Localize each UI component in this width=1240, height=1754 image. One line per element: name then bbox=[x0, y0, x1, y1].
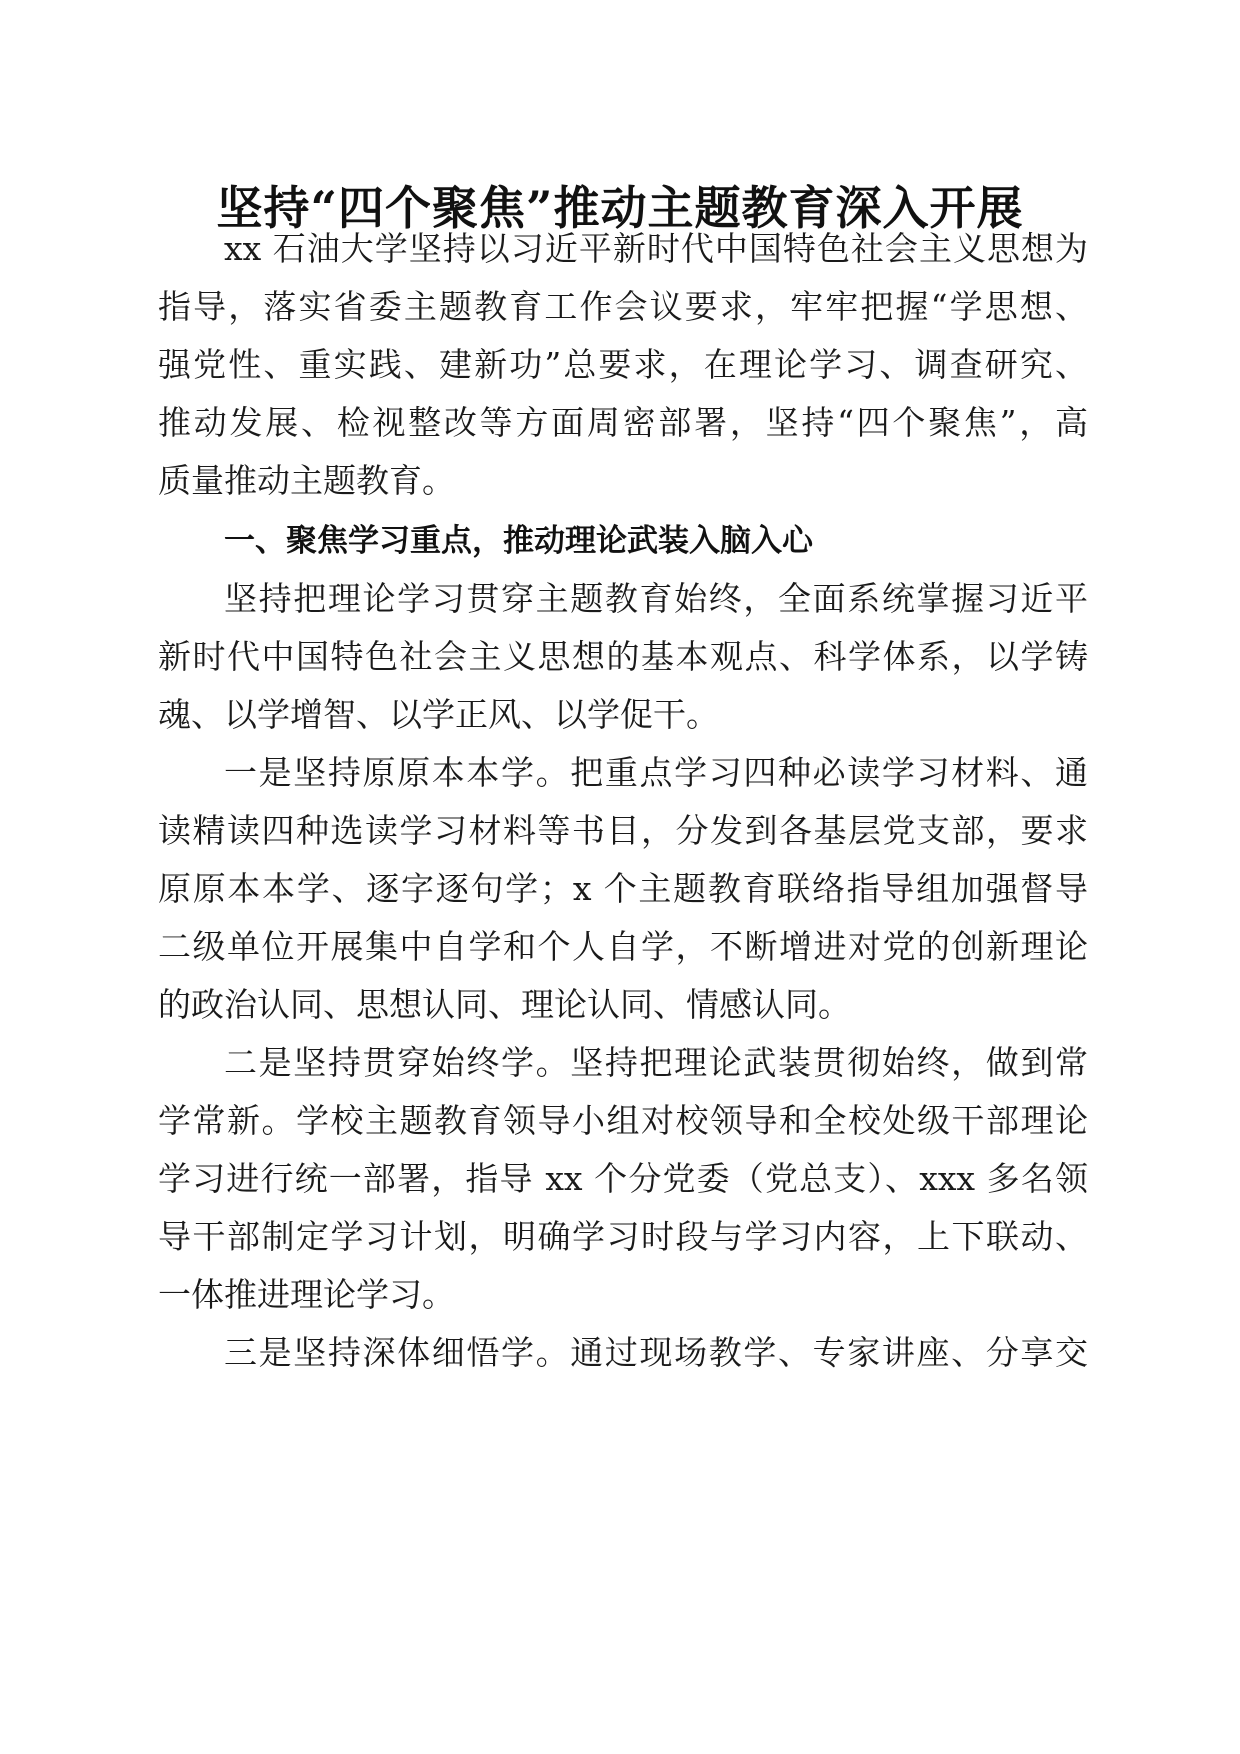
intro-line: 质量推动主题教育。 bbox=[158, 461, 455, 500]
body-line: 学常新。学校主题教育领导小组对校领导和全校处级干部理论 bbox=[158, 1101, 1088, 1140]
body-line: 读精读四种选读学习材料等书目，分发到各基层党支部，要求 bbox=[158, 811, 1088, 850]
body-line: 原原本本学、逐字逐句学；x 个主题教育联络指导组加强督导 bbox=[158, 869, 1088, 908]
body-line: 三是坚持深体细悟学。通过现场教学、专家讲座、分享交 bbox=[224, 1333, 1088, 1372]
body-line: 坚持把理论学习贯穿主题教育始终，全面系统掌握习近平 bbox=[224, 579, 1088, 618]
body-line: 魂、以学增智、以学正风、以学促干。 bbox=[158, 695, 719, 734]
body-line: 新时代中国特色社会主义思想的基本观点、科学体系，以学铸 bbox=[158, 637, 1088, 676]
body-line: 二级单位开展集中自学和个人自学，不断增进对党的创新理论 bbox=[158, 927, 1088, 966]
document-title: 坚持“四个聚焦”推动主题教育深入开展 bbox=[216, 181, 1024, 235]
body-line: 二是坚持贯穿始终学。坚持把理论武装贯彻始终，做到常 bbox=[224, 1043, 1088, 1082]
intro-line: 强党性、重实践、建新功”总要求，在理论学习、调查研究、 bbox=[158, 345, 1088, 384]
intro-line: 推动发展、检视整改等方面周密部署，坚持“四个聚焦”，高 bbox=[158, 403, 1088, 442]
body-line: 学习进行统一部署，指导 xx 个分党委（党总支）、xxx 多名领 bbox=[158, 1159, 1088, 1198]
intro-line: 指导，落实省委主题教育工作会议要求，牢牢把握“学思想、 bbox=[158, 287, 1088, 326]
intro-line: xx 石油大学坚持以习近平新时代中国特色社会主义思想为 bbox=[224, 229, 1088, 268]
body-line: 一是坚持原原本本学。把重点学习四种必读学习材料、通 bbox=[224, 753, 1088, 792]
body-line: 的政治认同、思想认同、理论认同、情感认同。 bbox=[158, 985, 851, 1024]
section-heading: 一、聚焦学习重点，推动理论武装入脑入心 bbox=[224, 523, 813, 559]
body-line: 一体推进理论学习。 bbox=[158, 1275, 455, 1314]
body-line: 导干部制定学习计划，明确学习时段与学习内容，上下联动、 bbox=[158, 1217, 1088, 1256]
